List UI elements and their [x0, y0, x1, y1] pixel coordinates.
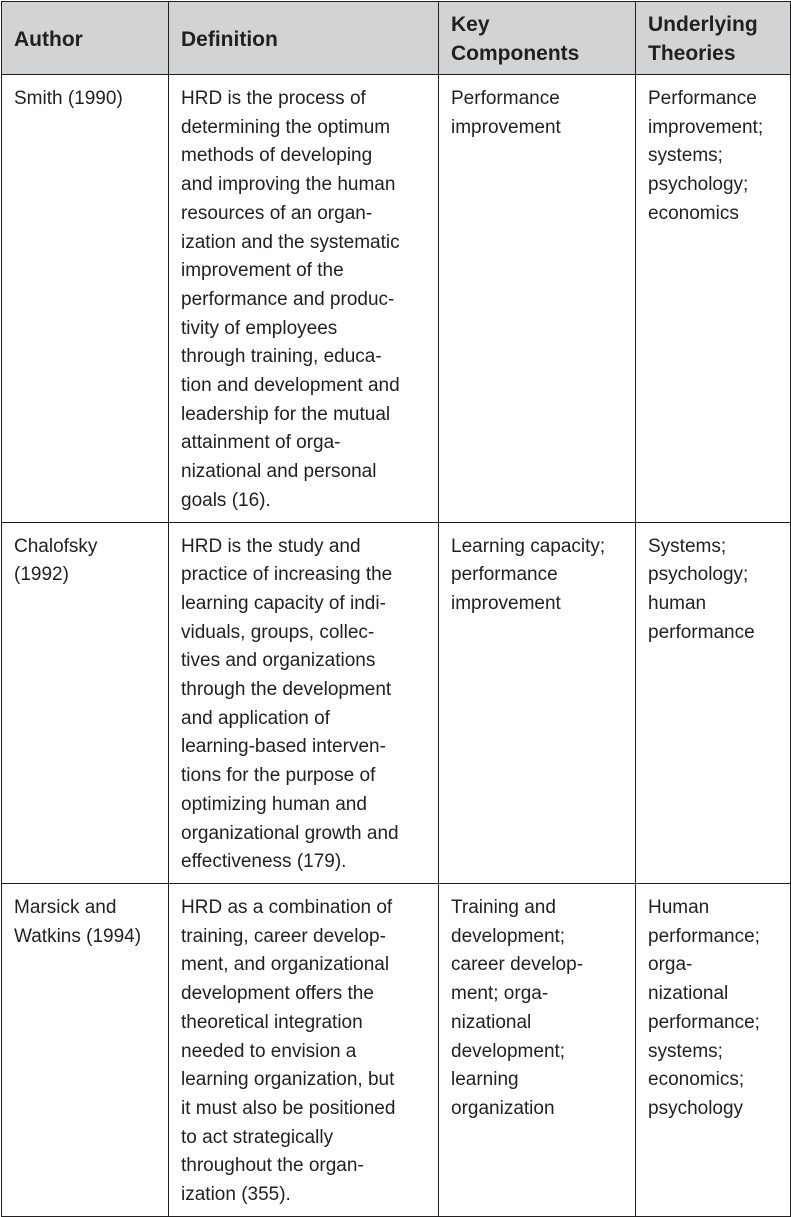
- cell-line: HRD as a combination of: [181, 896, 393, 918]
- cell-line: Chalofsky: [14, 535, 98, 557]
- header-line: Definition: [181, 27, 278, 51]
- author-cell: [2, 522, 169, 883]
- cell-line: effectiveness (179).: [181, 851, 347, 873]
- cell-line: tivity of employees: [181, 317, 338, 339]
- cell-line: performance: [451, 564, 558, 586]
- cell-line: and application of: [181, 707, 330, 729]
- cell-line: tives and organizations: [181, 650, 376, 672]
- cell-line: through training, educa-: [181, 346, 382, 368]
- cell-line: improvement: [451, 116, 561, 138]
- cell-line: psychology: [648, 1097, 744, 1119]
- cell-line: and improving the human: [181, 174, 396, 196]
- cell-line: psychology;: [648, 174, 749, 196]
- cell-line: ment; orga-: [451, 983, 549, 1005]
- cell-line: performance: [648, 621, 755, 643]
- cell-line: development;: [451, 925, 566, 947]
- cell-line: Human: [648, 896, 710, 918]
- cell-line: performance;: [648, 1011, 760, 1033]
- header-line: Theories: [648, 42, 736, 65]
- cell-line: economics: [648, 202, 739, 224]
- definition-cell: [169, 75, 439, 523]
- cell-line: through the development: [181, 679, 392, 701]
- underlying-theories-cell: [636, 522, 791, 883]
- table-row: [2, 522, 791, 883]
- cell-line: leadership for the mutual: [181, 403, 391, 425]
- key-components-cell: [439, 522, 636, 883]
- header-line: Author: [14, 27, 83, 51]
- author-cell: [2, 75, 169, 523]
- cell-line: HRD is the study and: [181, 535, 361, 557]
- header-line: Underlying: [648, 13, 758, 36]
- cell-line: throughout the organ-: [181, 1155, 364, 1177]
- table-row: [2, 75, 791, 523]
- cell-line: ization (355).: [181, 1184, 291, 1206]
- cell-line: improvement;: [648, 116, 764, 138]
- table-row: [2, 883, 791, 1216]
- header-line: Components: [451, 42, 580, 65]
- cell-line: (1992): [14, 564, 69, 586]
- cell-line: psychology;: [648, 564, 749, 586]
- cell-line: Performance: [648, 88, 757, 109]
- cell-line: learning organization, but: [181, 1069, 395, 1091]
- cell-line: career develop-: [451, 954, 584, 976]
- cell-line: economics;: [648, 1069, 745, 1091]
- cell-line: human: [648, 592, 707, 614]
- cell-line: viduals, groups, collec-: [181, 621, 375, 643]
- header-line: Key: [451, 13, 490, 36]
- cell-line: performance and produc-: [181, 288, 395, 310]
- definition-cell: [169, 883, 439, 1216]
- cell-line: methods of developing: [181, 145, 373, 167]
- cell-line: theoretical integration: [181, 1011, 363, 1033]
- cell-line: tions for the purpose of: [181, 765, 376, 787]
- cell-line: Marsick and: [14, 896, 117, 918]
- underlying-theories-cell: [636, 75, 791, 523]
- key-components-cell: [439, 75, 636, 523]
- cell-line: Performance: [451, 88, 560, 109]
- cell-line: improvement of the: [181, 260, 344, 282]
- cell-line: ization and the systematic: [181, 231, 400, 253]
- cell-line: to act strategically: [181, 1126, 334, 1148]
- cell-line: attainment of orga-: [181, 432, 341, 454]
- cell-line: Learning capacity;: [451, 535, 606, 557]
- cell-line: Smith (1990): [14, 88, 123, 109]
- cell-line: ment, and organizational: [181, 954, 390, 976]
- cell-line: resources of an organ-: [181, 202, 373, 224]
- cell-line: determining the optimum: [181, 116, 391, 138]
- cell-line: needed to envision a: [181, 1040, 357, 1062]
- hrd-definitions-table: [1, 1, 791, 1217]
- cell-line: HRD is the process of: [181, 88, 366, 109]
- cell-line: development;: [451, 1040, 566, 1062]
- cell-line: nizational: [451, 1011, 532, 1033]
- table-header-row: [2, 2, 791, 75]
- cell-line: organization: [451, 1097, 555, 1119]
- cell-line: systems;: [648, 1040, 723, 1062]
- cell-line: Watkins (1994): [14, 925, 142, 947]
- header-definition: [169, 2, 439, 75]
- cell-line: organizational growth and: [181, 822, 399, 844]
- cell-line: learning-based interven-: [181, 736, 386, 758]
- header-author: [2, 2, 169, 75]
- author-cell: [2, 883, 169, 1216]
- cell-line: improvement: [451, 592, 561, 614]
- key-components-cell: [439, 883, 636, 1216]
- cell-line: performance;: [648, 925, 760, 947]
- definition-cell: [169, 522, 439, 883]
- cell-line: nizational and personal: [181, 461, 377, 483]
- cell-line: tion and development and: [181, 375, 400, 397]
- cell-line: development offers the: [181, 983, 374, 1005]
- cell-line: nizational: [648, 983, 729, 1005]
- cell-line: systems;: [648, 145, 723, 167]
- cell-line: Training and: [451, 896, 556, 918]
- cell-line: learning: [451, 1069, 519, 1091]
- cell-line: orga-: [648, 954, 693, 976]
- cell-line: optimizing human and: [181, 793, 367, 815]
- cell-line: practice of increasing the: [181, 564, 393, 586]
- cell-line: goals (16).: [181, 489, 271, 511]
- cell-line: training, career develop-: [181, 925, 386, 947]
- cell-line: learning capacity of indi-: [181, 592, 386, 614]
- cell-line: Systems;: [648, 535, 727, 557]
- header-underlying-theories: [636, 2, 791, 75]
- cell-line: it must also be positioned: [181, 1097, 396, 1119]
- header-key-components: [439, 2, 636, 75]
- underlying-theories-cell: [636, 883, 791, 1216]
